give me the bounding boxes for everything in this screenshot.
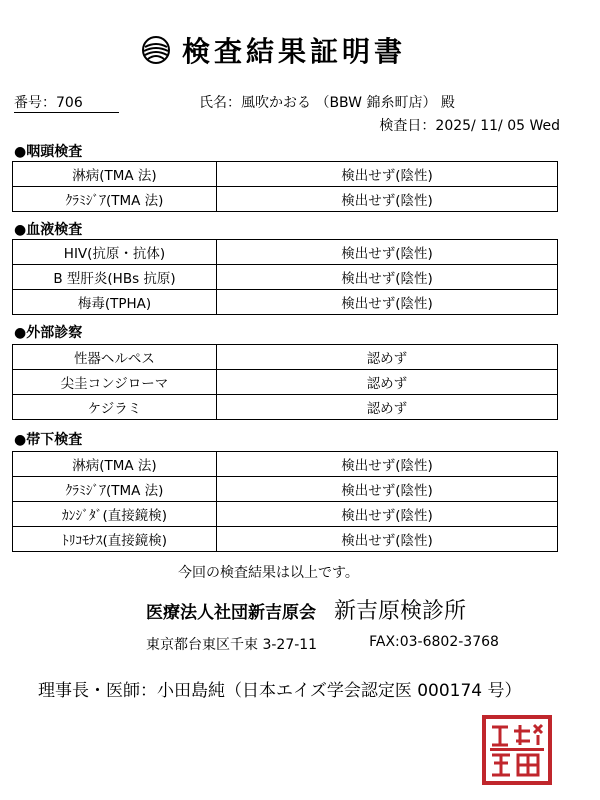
table-row (13, 240, 558, 265)
test-date: 検査日：2025/ 11/ 05 Wed (379, 118, 560, 134)
director-line: 理事長・医師：小田島純（日本エイズ学会認定医 000174 号） (38, 681, 522, 701)
test-result: 検出せず(陰性) (216, 477, 557, 502)
recipient-name: 氏名：風吹かおる （BBW 錦糸町店） 殿 (199, 95, 455, 111)
test-name: 性器ヘルペス (13, 345, 217, 370)
organization-row (146, 594, 466, 625)
test-result: 検出せず(陰性) (216, 527, 557, 552)
address-row (146, 634, 499, 654)
test-result: 検出せず(陰性) (216, 162, 557, 187)
test-name: ｶﾝｼﾞﾀﾞ(直接鏡検) (13, 502, 217, 527)
test-result: 認めず (216, 395, 557, 420)
table-row (13, 162, 558, 187)
test-name: 尖圭コンジローマ (13, 370, 217, 395)
clinic-fax: FAX:03-6802-3768 (369, 634, 499, 650)
clinic-name: 新吉原検診所 (334, 599, 467, 624)
test-name: ケジラミ (13, 395, 217, 420)
table-row (13, 477, 558, 502)
section-heading-blood: ●血液検査 (14, 222, 83, 238)
meta-row (14, 92, 455, 113)
section-heading-throat: ●咽頭検査 (14, 144, 83, 160)
table-row (13, 370, 558, 395)
results-table-external (12, 344, 558, 420)
test-result: 検出せず(陰性) (217, 265, 558, 290)
title-row (140, 30, 406, 70)
table-row (13, 452, 558, 477)
test-name: 淋病(TMA 法) (13, 162, 217, 187)
test-result: 認めず (216, 370, 557, 395)
test-result: 検出せず(陰性) (216, 187, 557, 212)
test-result: 検出せず(陰性) (216, 502, 557, 527)
table-row (13, 290, 558, 315)
results-table-throat (12, 161, 558, 212)
test-result: 検出せず(陰性) (216, 452, 557, 477)
closing-statement: 今回の検査結果は以上です。 (178, 565, 359, 581)
corporation-name: 医療法人社団新吉原会 (146, 603, 316, 623)
test-name: ﾄﾘｺﾓﾅｽ(直接鏡検) (13, 527, 217, 552)
table-row (13, 345, 558, 370)
table-row (13, 395, 558, 420)
globe-emblem-icon (140, 34, 172, 66)
clinic-address: 東京都台東区千束 3-27-11 (146, 637, 318, 653)
test-name: 淋病(TMA 法) (13, 452, 217, 477)
results-table-blood (12, 239, 558, 315)
test-result: 検出せず(陰性) (217, 240, 558, 265)
table-row (13, 502, 558, 527)
table-row (13, 527, 558, 552)
results-table-discharge (12, 451, 558, 552)
test-name: HIV(抗原・抗体) (13, 240, 217, 265)
certificate-number: 番号：706 (14, 92, 119, 113)
test-result: 検出せず(陰性) (217, 290, 558, 315)
section-heading-external: ●外部診察 (14, 325, 83, 341)
test-result: 認めず (216, 345, 557, 370)
section-heading-discharge: ●帯下検査 (14, 432, 83, 448)
clinic-seal-stamp (482, 715, 552, 785)
test-name: B 型肝炎(HBs 抗原) (13, 265, 217, 290)
table-row (13, 265, 558, 290)
test-name: ｸﾗﾐｼﾞｱ(TMA 法) (13, 477, 217, 502)
test-name: 梅毒(TPHA) (13, 290, 217, 315)
table-row (13, 187, 558, 212)
page-title: 検査結果証明書 (182, 35, 407, 68)
test-name: ｸﾗﾐｼﾞｱ(TMA 法) (13, 187, 217, 212)
